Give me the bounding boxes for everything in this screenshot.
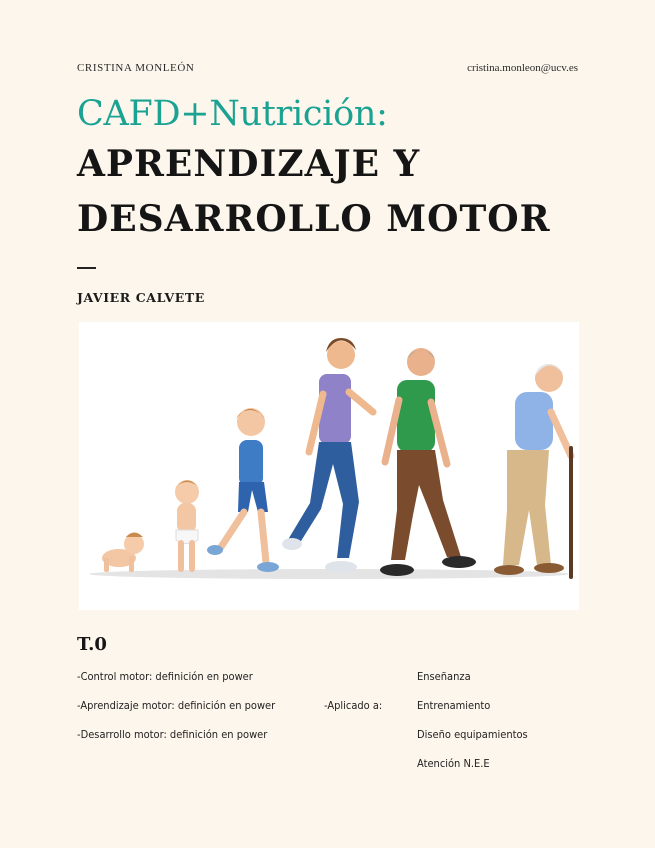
figure-child: [207, 408, 279, 572]
figure-adult: [282, 338, 373, 573]
divider-dash: [77, 267, 96, 269]
applied-entrenamiento: Entrenamiento: [417, 699, 491, 712]
applied-atencion-nee: Atención N.E.E: [417, 757, 490, 770]
author-name: CRISTINA MONLEÓN: [77, 62, 195, 74]
illustration: [79, 322, 579, 610]
topic-aprendizaje-motor: -Aprendizaje motor: definición en power: [77, 699, 276, 712]
teacher-name: JAVIER CALVETE: [77, 290, 205, 305]
author-email: cristina.monleon@ucv.es: [467, 62, 578, 74]
applied-ensenanza: Enseñanza: [417, 670, 471, 683]
figure-elderly: [494, 364, 571, 577]
title-line-1: APRENDIZAJE Y: [77, 143, 421, 185]
figure-baby: [102, 533, 144, 573]
figure-middle-aged: [380, 348, 476, 576]
topic-control-motor: -Control motor: definición en power: [77, 670, 253, 683]
section-title: T.0: [77, 634, 107, 655]
title-accent: CAFD+Nutrición:: [77, 94, 388, 134]
applied-diseno-equipamientos: Diseño equipamientos: [417, 728, 528, 741]
figure-toddler: [175, 480, 200, 572]
topic-desarrollo-motor: -Desarrollo motor: definición en power: [77, 728, 268, 741]
applied-label: -Aplicado a:: [324, 699, 383, 712]
title-line-2: DESARROLLO MOTOR: [77, 198, 551, 240]
human-development-stages-illustration: [79, 322, 579, 610]
